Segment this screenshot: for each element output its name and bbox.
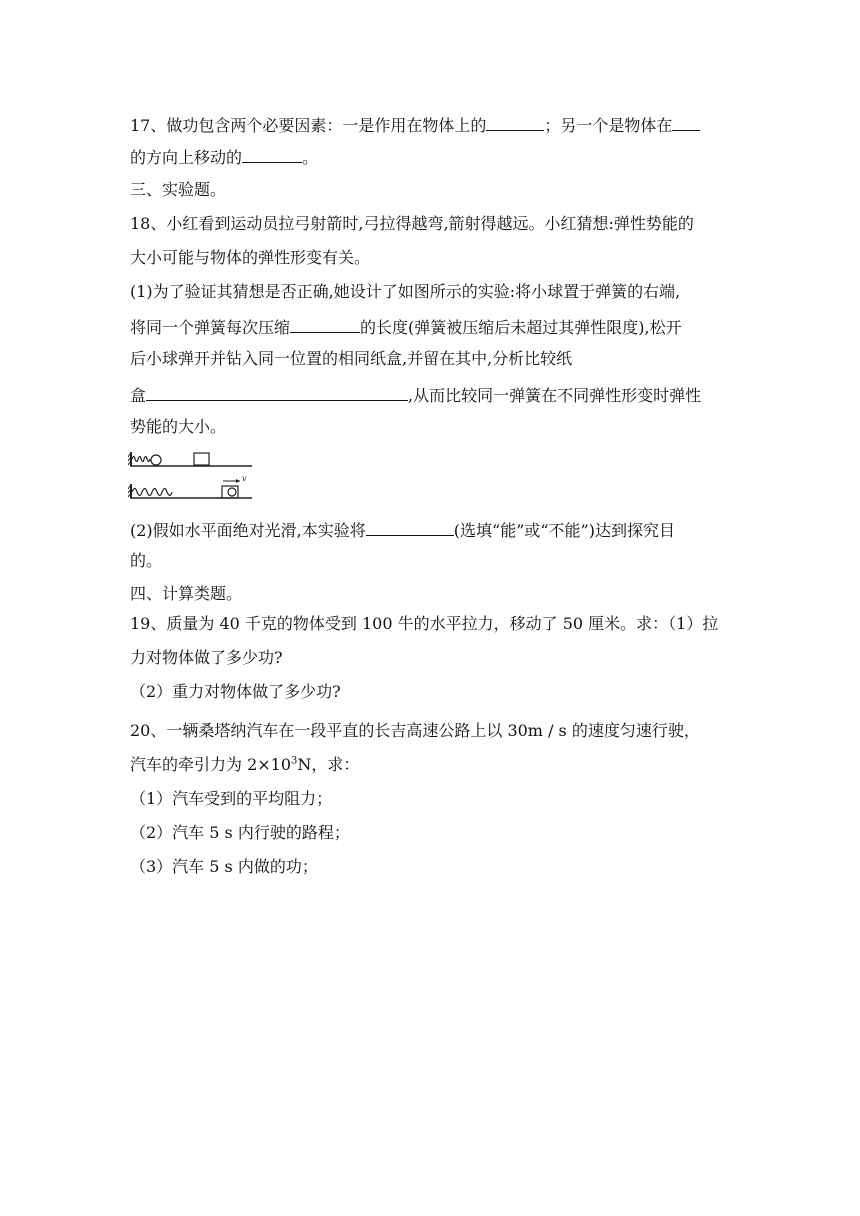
q18-blank-1	[290, 315, 360, 333]
q18-line-9: 的。	[130, 551, 163, 570]
q20-text-2b: N，求：	[297, 755, 360, 774]
setup-top	[128, 452, 252, 466]
relaxed-spring-icon	[132, 489, 172, 496]
q17-blank-3	[242, 145, 302, 163]
q18-line-2: 大小可能与物体的弹性形变有关。	[130, 248, 371, 267]
q18-text-8a: (2)假如水平面绝对光滑,本实验将	[130, 521, 366, 540]
q18-blank-3	[366, 518, 454, 536]
paper-box-icon	[194, 453, 209, 465]
q17-text-1b: ；另一个是物体在	[544, 116, 673, 135]
q19-line-2: 力对物体做了多少功?	[130, 648, 283, 667]
q18-line-1: 18、小红看到运动员拉弓射箭时,弓拉得越弯,箭射得越远。小红猜想:弹性势能的	[130, 214, 694, 233]
ball-icon	[151, 455, 161, 465]
q18-line-8	[130, 518, 675, 541]
q18-line-4	[130, 315, 682, 338]
setup-bottom	[128, 474, 252, 498]
q18-text-6a: 盒	[130, 386, 147, 405]
q20-line-3: （1）汽车受到的平均阻力；	[130, 789, 333, 808]
q18-text-6b: ,从而比较同一弹簧在不同弹性形变时弹性	[408, 386, 702, 405]
section-4-heading: 四、计算类题。	[130, 584, 243, 603]
q17-text-1a: 17、做功包含两个必要因素：一是作用在物体上的	[130, 116, 487, 135]
q17-line-1	[130, 113, 700, 136]
q17-text-2b: 。	[302, 148, 319, 167]
q20-line-1: 20、一辆桑塔纳汽车在一段平直的长吉高速公路上以 30m / s 的速度匀速行驶，	[130, 721, 700, 740]
q18-line-3: (1)为了验证其猜想是否正确,她设计了如图所示的实验:将小球置于弹簧的右端,	[130, 282, 681, 301]
q18-text-4a: 将同一个弹簧每次压缩	[130, 318, 291, 337]
section-3-heading: 三、实验题。	[130, 180, 227, 199]
q20-line-5: （3）汽车 5 s 内做的功；	[130, 857, 318, 876]
q17-line-2	[130, 145, 318, 168]
q18-blank-2	[146, 383, 408, 401]
q20-exponent: 3	[291, 755, 298, 767]
q18-line-7: 势能的大小。	[130, 417, 227, 436]
q19-line-3: （2）重力对物体做了多少功?	[130, 682, 341, 701]
spring-experiment-figure	[128, 448, 258, 508]
q20-line-2	[130, 755, 359, 775]
q18-line-5: 后小球弹开并钻入同一位置的相同纸盒,并留在其中,分析比较纸	[130, 349, 573, 368]
q18-line-6	[130, 383, 701, 406]
q17-blank-1	[486, 113, 544, 131]
velocity-label: v	[242, 474, 247, 483]
q17-text-2a: 的方向上移动的	[130, 148, 243, 167]
q19-line-1: 19、质量为 40 千克的物体受到 100 牛的水平拉力，移动了 50 厘米。求：（1）拉	[130, 614, 719, 633]
q18-text-8b: (选填“能”或“不能”)达到探究目	[453, 521, 675, 540]
q18-text-4b: 的长度(弹簧被压缩后未超过其弹性限度),松开	[360, 318, 682, 337]
compressed-spring-icon	[132, 457, 150, 462]
q17-blank-2	[672, 113, 700, 131]
q20-text-2a: 汽车的牵引力为 2×10	[130, 755, 292, 774]
q20-line-4: （2）汽车 5 s 内行驶的路程；	[130, 823, 350, 842]
